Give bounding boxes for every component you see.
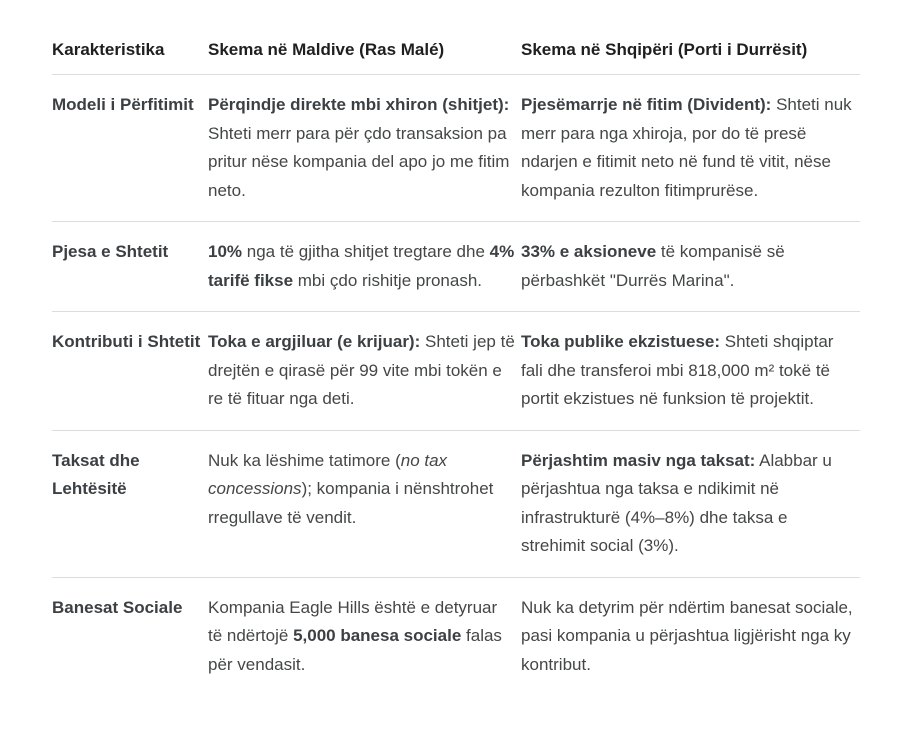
comparison-table xyxy=(52,38,860,695)
table-row xyxy=(52,75,860,222)
cell-albania xyxy=(521,577,860,695)
cell-maldives xyxy=(208,430,521,577)
row-label: Kontributi i Shtetit xyxy=(52,312,208,431)
cell-text: Kompania Eagle Hills është e detyruar të ndërtojë xyxy=(208,597,498,645)
cell-bold: 33% e aksioneve xyxy=(521,242,657,261)
cell-albania xyxy=(521,75,860,222)
table-row xyxy=(52,312,860,431)
cell-italic: no tax concessions xyxy=(208,450,448,498)
table-header-row xyxy=(52,38,860,75)
cell-text: ); kompania i nënshtrohet rregullave të vendit. xyxy=(208,479,494,527)
cell-albania xyxy=(521,430,860,577)
row-label: Modeli i Përfitimit xyxy=(52,75,208,222)
cell-text: falas për vendasit. xyxy=(208,626,502,674)
header-characteristic: Karakteristika xyxy=(52,38,208,75)
cell-albania xyxy=(521,312,860,431)
header-albania: Skema në Shqipëri (Porti i Durrësit) xyxy=(521,38,860,75)
cell-maldives xyxy=(208,312,521,431)
cell-text: Shteti nuk merr para nga xhiroja, por do të presë ndarjen e fitimit neto në fund të vitit, nëse kompania rezulton fitimprurëse. xyxy=(521,95,852,200)
row-label: Pjesa e Shtetit xyxy=(52,222,208,312)
cell-bold: 4% tarifë fikse xyxy=(208,242,515,290)
row-label: Banesat Sociale xyxy=(52,597,183,617)
table-row xyxy=(52,430,860,577)
cell-bold: Pjesëmarrje në fitim (Divident): xyxy=(521,95,772,114)
cell-bold: Toka publike ekzistuese: xyxy=(521,332,721,351)
cell-text: Shteti shqiptar fali dhe transferoi mbi 818,000 m² tokë të portit ekzistues në funksion të projektit. xyxy=(521,332,834,408)
cell-text: Shteti jep të drejtën e qirasë për 99 vite mbi tokën e re të fituar nga deti. xyxy=(208,332,515,408)
row-label: Taksat dhe Lehtësitë xyxy=(52,430,208,577)
cell-maldives xyxy=(208,222,521,312)
cell-text: Nuk ka lëshime tatimore ( xyxy=(208,450,401,470)
cell-text: nga të gjitha shitjet tregtare dhe xyxy=(242,242,490,261)
table-row xyxy=(52,222,860,312)
cell-text: Shteti merr para për çdo transaksion pa pritur nëse kompania del apo jo me fitim neto. xyxy=(208,123,510,200)
cell-text: Nuk ka detyrim për ndërtim banesat sociale, pasi kompania u përjashtua ligjërisht nga ky kontribut. xyxy=(521,597,853,674)
cell-bold: Toka e argjiluar (e krijuar): xyxy=(208,332,421,351)
table-row xyxy=(52,577,860,695)
cell-text: mbi çdo rishitje pronash. xyxy=(293,270,483,290)
cell-text: Alabbar u përjashtua nga taksa e ndikimit në infrastrukturë (4%–8%) dhe taksa e strehimit social (3%). xyxy=(521,450,832,555)
cell-bold: Përqindje direkte mbi xhiron (shitjet): xyxy=(208,95,510,114)
cell-text: të kompanisë së përbashkët "Durrës Marina". xyxy=(521,242,785,290)
cell-bold: 5,000 banesa sociale xyxy=(293,626,462,645)
cell-bold: 10% xyxy=(208,242,243,261)
cell-maldives xyxy=(208,577,521,695)
cell-bold: Përjashtim masiv nga taksat: xyxy=(521,450,756,470)
cell-albania xyxy=(521,222,860,312)
cell-maldives xyxy=(208,75,521,222)
header-maldives: Skema në Maldive (Ras Malé) xyxy=(208,38,521,75)
